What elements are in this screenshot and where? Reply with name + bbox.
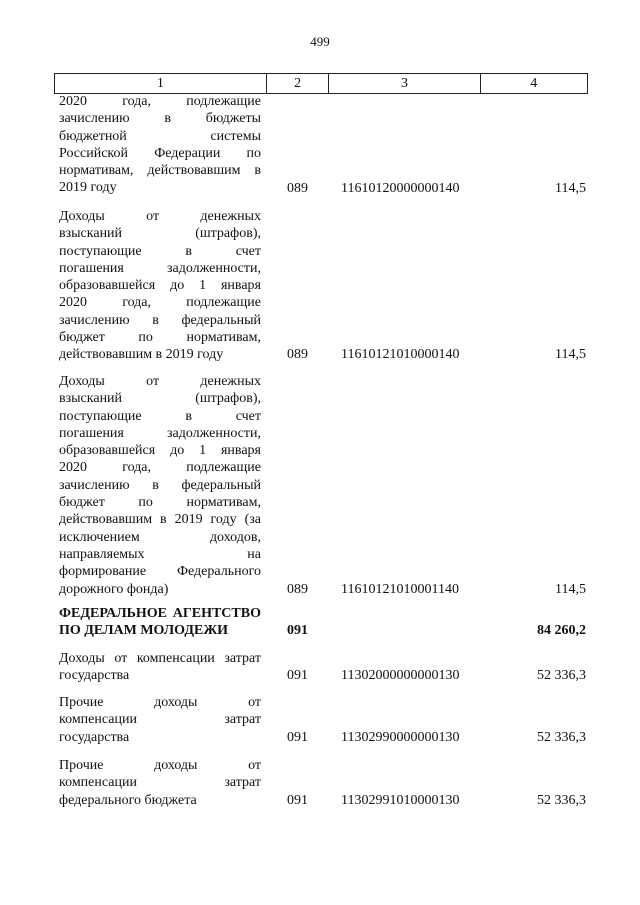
row-5-budget-code: 11302000000000130	[341, 668, 460, 684]
row-3-line: формирование Федерального	[59, 564, 261, 580]
row-5-line: Доходы от компенсации затрат	[59, 651, 261, 666]
row-4-line: ПО ДЕЛАМ МОЛОДЕЖИ	[59, 623, 229, 639]
row-7-line: федерального бюджета	[59, 792, 197, 808]
row-4-amount: 84 260,2	[537, 623, 586, 639]
row-2-line: взысканий (штрафов),	[59, 226, 261, 242]
row-2-line: зачислению в федеральный	[59, 312, 261, 328]
row-3-description	[59, 373, 261, 598]
row-3-line: образовавшейся до 1 января	[59, 443, 261, 459]
table-header	[54, 73, 588, 94]
row-3-line: бюджет по нормативам,	[59, 495, 261, 511]
header-col-3: 3	[329, 74, 480, 93]
row-1-admin-code: 089	[287, 180, 308, 196]
row-3-amount: 114,5	[555, 581, 586, 597]
row-2-line: образовавшейся до 1 января	[59, 278, 261, 294]
row-1-budget-code: 11610120000000140	[341, 180, 460, 196]
row-2-admin-code: 089	[287, 347, 308, 363]
row-3-admin-code: 089	[287, 581, 308, 597]
row-4-line: ФЕДЕРАЛЬНОЕ АГЕНТСТВО	[59, 606, 261, 621]
row-7-budget-code: 11302991010000130	[341, 792, 460, 808]
row-6-line: государства	[59, 729, 130, 745]
row-6-amount: 52 336,3	[537, 729, 586, 745]
row-3-line: действовавшим в 2019 году (за	[59, 512, 261, 528]
row-7-amount: 52 336,3	[537, 792, 586, 808]
row-2-line: 2020 года, подлежащие	[59, 295, 261, 311]
row-2-line: Доходы от денежных	[59, 209, 261, 224]
row-3-line: 2020 года, подлежащие	[59, 460, 261, 476]
header-col-4: 4	[530, 76, 538, 91]
row-3-line: взысканий (штрафов),	[59, 391, 261, 407]
row-3-budget-code: 11610121010001140	[341, 581, 459, 597]
row-2-amount: 114,5	[555, 347, 586, 363]
row-6-budget-code: 11302990000000130	[341, 729, 460, 745]
row-1-line: зачислению в бюджеты	[59, 111, 261, 127]
row-7-admin-code: 091	[287, 792, 308, 808]
row-4-description	[59, 605, 261, 640]
header-col-2: 2	[267, 74, 330, 93]
row-3-line: поступающие в счет	[59, 408, 261, 424]
row-1-line: 2019 году	[59, 180, 117, 196]
row-5-line: государства	[59, 668, 130, 684]
row-1-description	[59, 93, 261, 197]
row-4-admin-code: 091	[287, 623, 308, 639]
row-1-line: 2020 года, подлежащие	[59, 94, 261, 109]
row-2-line: действовавшим в 2019 году	[59, 347, 224, 363]
page-number: 499	[310, 34, 330, 49]
row-3-line: дорожного фонда)	[59, 581, 169, 597]
row-3-line: зачислению в федеральный	[59, 477, 261, 493]
row-7-line: компенсации затрат	[59, 775, 261, 791]
row-2-description	[59, 208, 261, 364]
row-3-line: Доходы от денежных	[59, 374, 261, 389]
row-6-line: Прочие доходы от	[59, 695, 261, 710]
row-2-line: поступающие в счет	[59, 243, 261, 259]
row-3-line: погашения задолженности,	[59, 425, 261, 441]
row-2-budget-code: 11610121010000140	[341, 347, 460, 363]
row-7-description	[59, 757, 261, 809]
row-1-amount: 114,5	[555, 180, 586, 196]
row-2-line: бюджет по нормативам,	[59, 330, 261, 346]
row-6-admin-code: 091	[287, 729, 308, 745]
row-3-line: направляемых на	[59, 546, 261, 562]
header-col-1: 1	[55, 74, 267, 93]
row-1-line: бюджетной системы	[59, 128, 261, 144]
row-5-amount: 52 336,3	[537, 668, 586, 684]
row-5-description	[59, 650, 261, 685]
row-7-line: Прочие доходы от	[59, 758, 261, 773]
row-5-admin-code: 091	[287, 668, 308, 684]
row-2-line: погашения задолженности,	[59, 260, 261, 276]
row-6-line: компенсации затрат	[59, 712, 261, 728]
row-1-line: нормативам, действовавшим в	[59, 163, 261, 179]
row-1-line: Российской Федерации по	[59, 145, 261, 161]
row-3-line: исключением доходов,	[59, 529, 261, 545]
row-6-description	[59, 694, 261, 746]
